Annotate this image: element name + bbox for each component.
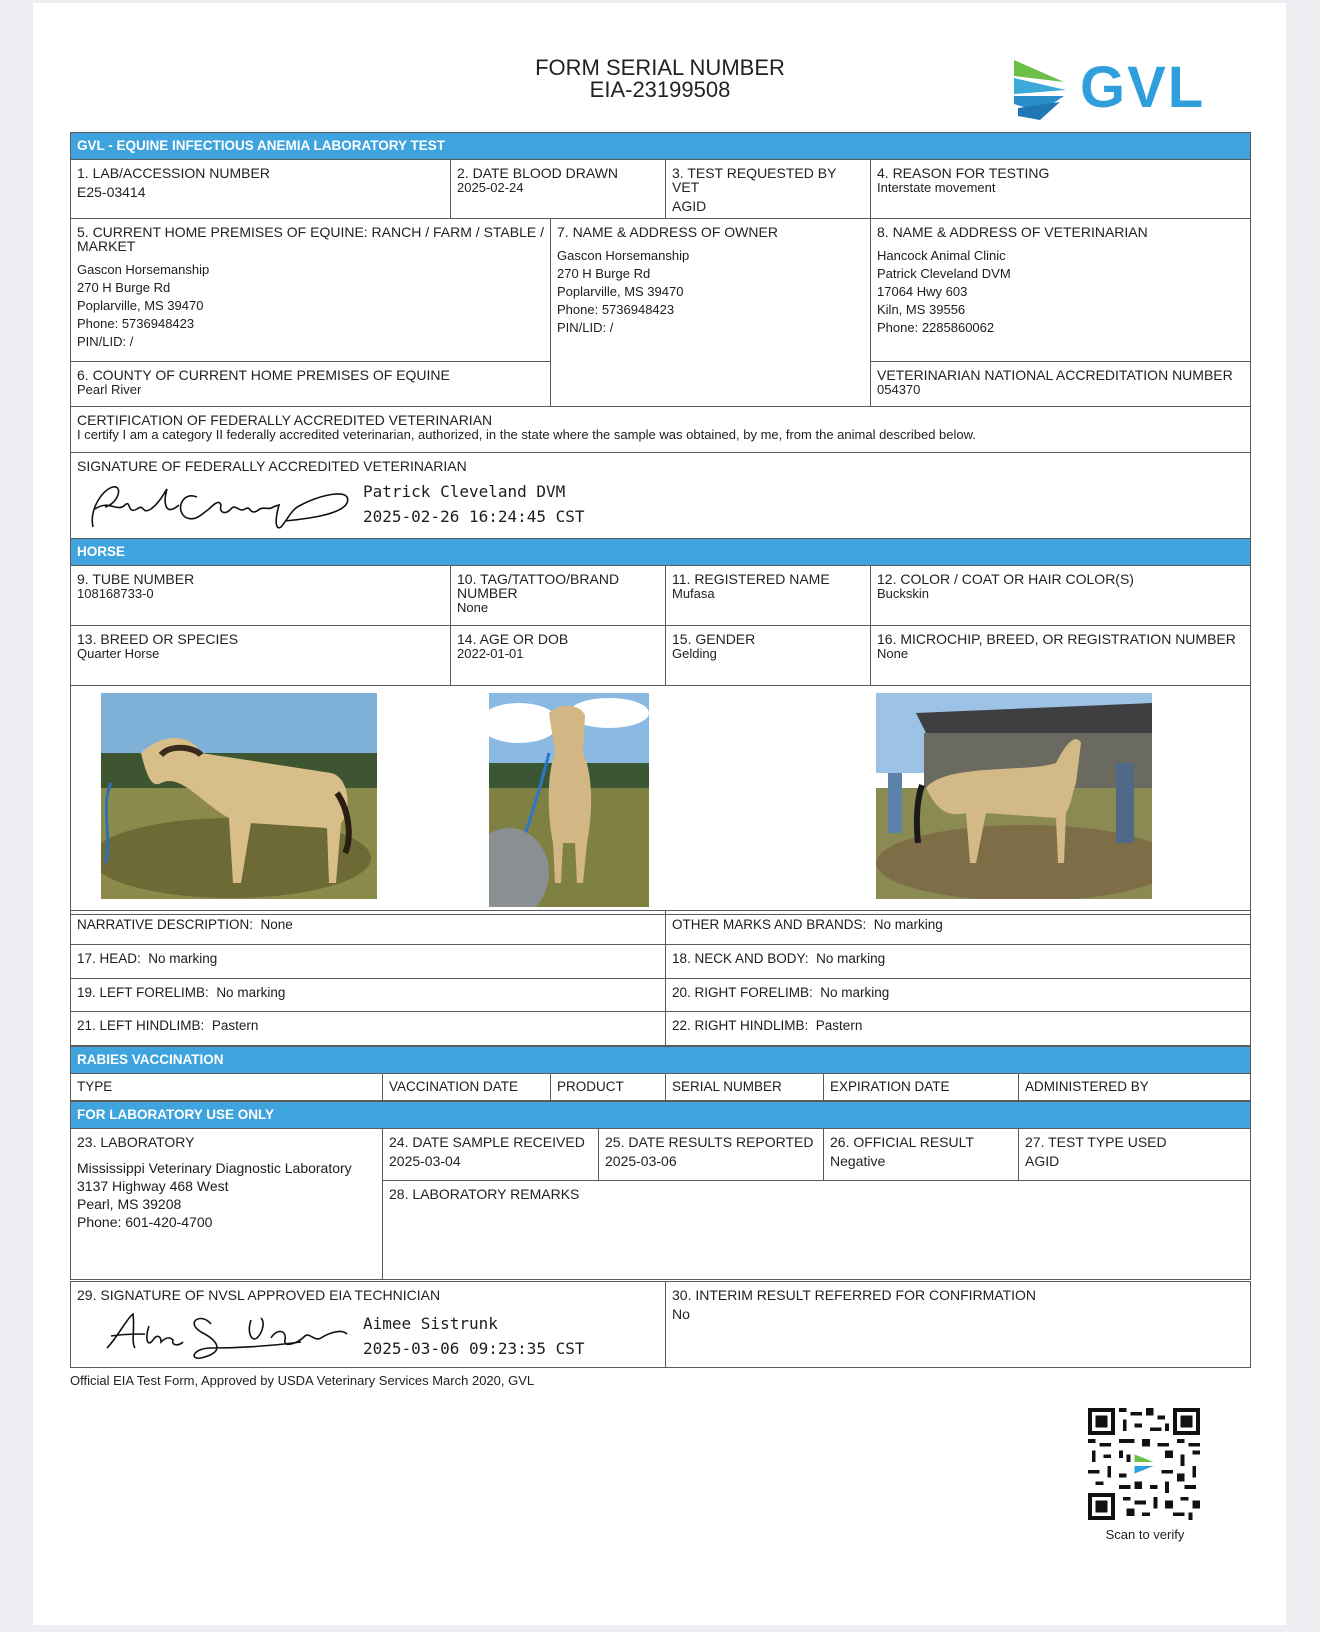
markings-table <box>70 910 1251 1046</box>
rabies-col-type: TYPE <box>71 1074 383 1101</box>
owner-address: Gascon Horsemanship 270 H Burge Rd Poplarville, MS 39470 Phone: 5736948423 PIN/LID: / <box>557 248 690 335</box>
section-band-lab: FOR LABORATORY USE ONLY <box>71 1102 1251 1129</box>
section-band-test: GVL - EQUINE INFECTIOUS ANEMIA LABORATORY TEST <box>71 133 1251 160</box>
rabies-col-product: PRODUCT <box>551 1074 666 1101</box>
neck-body-cell: 18. NECK AND BODY: No marking <box>666 945 1251 979</box>
head-cell: 17. HEAD: No marking <box>71 945 666 979</box>
footer-note: Official EIA Test Form, Approved by USDA Veterinary Services March 2020, GVL <box>70 1373 535 1388</box>
verification-qr-code[interactable] <box>1088 1408 1200 1520</box>
laboratory-cell: 23. LABORATORY Mississippi Veterinary Diagnostic Laboratory 3137 Highway 468 West Pearl, MS 39208 Phone: 601-420-4700 <box>71 1129 383 1280</box>
qr-label: Scan to verify <box>1105 1527 1185 1542</box>
tag-cell: 10. TAG/TATTOO/BRAND NUMBER None <box>451 566 666 626</box>
breed-cell: 13. BREED OR SPECIES Quarter Horse <box>71 626 451 686</box>
narrative-cell: NARRATIVE DESCRIPTION: None <box>71 911 666 945</box>
other-marks-value: No marking <box>873 917 943 932</box>
test-type-value: AGID <box>1025 1153 1060 1169</box>
lab-accession-cell: 1. LAB/ACCESSION NUMBER E25-03414 <box>71 160 451 219</box>
veterinarian-cell: 8. NAME & ADDRESS OF VETERINARIAN Hancock Animal Clinic Patrick Cleveland DVM 17064 Hwy 603 Kiln, MS 39556 Phone: 2285860062 <box>871 219 1251 362</box>
county-cell: 6. COUNTY OF CURRENT HOME PREMISES OF EQUINE Pearl River <box>71 362 551 407</box>
rabies-col-serial: SERIAL NUMBER <box>666 1074 824 1101</box>
reason-value: Interstate movement <box>877 180 996 195</box>
technician-signature-image <box>101 1308 351 1364</box>
microchip-cell: 16. MICROCHIP, BREED, OR REGISTRATION NUMBER None <box>871 626 1251 686</box>
test-type-cell: 27. TEST TYPE USED AGID <box>1019 1129 1251 1181</box>
section-band-rabies: RABIES VACCINATION <box>71 1047 1251 1074</box>
tube-cell: 9. TUBE NUMBER 108168733-0 <box>71 566 451 626</box>
form-serial-title: FORM SERIAL NUMBER <box>535 55 785 80</box>
head-value: No marking <box>148 951 218 966</box>
interim-value: No <box>672 1306 690 1322</box>
gvl-logo-text: GVL <box>1080 55 1206 120</box>
owner-cell: 7. NAME & ADDRESS OF OWNER Gascon Horsemanship 270 H Burge Rd Poplarville, MS 39470 Phone: 5736948423 PIN/LID: / <box>551 219 871 407</box>
technician-signature-cell: 29. SIGNATURE OF NVSL APPROVED EIA TECHNICIAN Aimee Sistrunk 2025-03-06 09:23:35 CST <box>71 1282 666 1368</box>
gender-value: Gelding <box>672 646 717 661</box>
received-cell: 24. DATE SAMPLE RECEIVED 2025-03-04 <box>383 1129 599 1181</box>
rabies-table <box>70 1046 1251 1101</box>
rabies-col-vaccination-date: VACCINATION DATE <box>383 1074 551 1101</box>
premises-cell: 5. CURRENT HOME PREMISES OF EQUINE: RANCH / FARM / STABLE / MARKET Gascon Horsemanship 270 H Burge Rd Poplarville, MS 39470 Phone: 5736948423 PIN/LID: / <box>71 219 551 362</box>
left-forelimb-cell: 19. LEFT FORELIMB: No marking <box>71 979 666 1012</box>
lab-table <box>70 1101 1251 1280</box>
test-requested-cell: 3. TEST REQUESTED BY VET AGID <box>666 160 871 219</box>
gvl-logo-icon <box>1010 56 1072 122</box>
laboratory-address: Mississippi Veterinary Diagnostic Laboratory 3137 Highway 468 West Pearl, MS 39208 Phone: 601-420-4700 <box>77 1160 352 1230</box>
horse-photo-side-right <box>876 693 1152 899</box>
tag-value: None <box>457 600 489 615</box>
right-forelimb-cell: 20. RIGHT FORELIMB: No marking <box>666 979 1251 1012</box>
technician-signature-text <box>363 1311 585 1361</box>
accreditation-cell: VETERINARIAN NATIONAL ACCREDITATION NUMBER 054370 <box>871 362 1251 407</box>
form-serial-header <box>470 57 850 101</box>
gvl-logo <box>1010 56 1240 126</box>
breed-value: Quarter Horse <box>77 646 160 661</box>
right-hindlimb-cell: 22. RIGHT HINDLIMB: Pastern <box>666 1012 1251 1046</box>
section-band-horse: HORSE <box>71 539 1251 566</box>
test-info-table <box>70 132 1251 915</box>
county-value: Pearl River <box>77 382 142 397</box>
vet-signature-timestamp: 2025-02-26 16:24:45 CST <box>363 507 585 526</box>
age-cell: 14. AGE OR DOB 2022-01-01 <box>451 626 666 686</box>
interim-cell: 30. INTERIM RESULT REFERRED FOR CONFIRMATION No <box>666 1282 1251 1368</box>
right-hindlimb-value: Pastern <box>815 1018 863 1033</box>
test-requested-value: AGID <box>672 198 707 214</box>
age-value: 2022-01-01 <box>457 646 524 661</box>
result-value: Negative <box>830 1153 886 1169</box>
horse-photos-cell <box>71 686 1251 915</box>
color-value: Buckskin <box>877 586 930 601</box>
horse-photo-front <box>489 693 649 907</box>
result-cell: 26. OFFICIAL RESULT Negative <box>824 1129 1019 1181</box>
premises-address: Gascon Horsemanship 270 H Burge Rd Poplarville, MS 39470 Phone: 5736948423 PIN/LID: / <box>77 262 210 349</box>
vet-signature-cell: SIGNATURE OF FEDERALLY ACCREDITED VETERINARIAN Patrick Cleveland DVM 2025-02-26 16:24:45 CST <box>71 453 1251 539</box>
technician-signature-name: Aimee Sistrunk <box>363 1314 498 1333</box>
rabies-col-expiration: EXPIRATION DATE <box>824 1074 1019 1101</box>
veterinarian-address: Hancock Animal Clinic Patrick Cleveland DVM 17064 Hwy 603 Kiln, MS 39556 Phone: 2285860062 <box>877 248 1011 335</box>
reported-cell: 25. DATE RESULTS REPORTED 2025-03-06 <box>599 1129 824 1181</box>
date-drawn-cell: 2. DATE BLOOD DRAWN 2025-02-24 <box>451 160 666 219</box>
certification-text: I certify I am a category II federally accredited veterinarian, authorized, in the state where the sample was obtained, by me, from the animal described below. <box>77 427 976 442</box>
tube-value: 108168733-0 <box>77 586 154 601</box>
accreditation-value: 054370 <box>877 382 921 397</box>
registered-name-cell: 11. REGISTERED NAME Mufasa <box>666 566 871 626</box>
rabies-col-administered: ADMINISTERED BY <box>1019 1074 1251 1101</box>
vet-signature-text <box>363 479 585 529</box>
left-hindlimb-value: Pastern <box>211 1018 259 1033</box>
right-forelimb-value: No marking <box>820 985 890 1000</box>
microchip-value: None <box>877 646 909 661</box>
left-hindlimb-cell: 21. LEFT HINDLIMB: Pastern <box>71 1012 666 1046</box>
color-cell: 12. COLOR / COAT OR HAIR COLOR(S) Buckskin <box>871 566 1251 626</box>
lab-accession-value: E25-03414 <box>77 184 146 200</box>
registered-name-value: Mufasa <box>672 586 715 601</box>
date-drawn-value: 2025-02-24 <box>457 180 524 195</box>
vet-signature-name: Patrick Cleveland DVM <box>363 482 566 501</box>
gender-cell: 15. GENDER Gelding <box>666 626 871 686</box>
technician-table <box>70 1281 1251 1368</box>
received-value: 2025-03-04 <box>389 1153 461 1169</box>
technician-signature-timestamp: 2025-03-06 09:23:35 CST <box>363 1339 585 1358</box>
certification-cell: CERTIFICATION OF FEDERALLY ACCREDITED VETERINARIAN I certify I am a category II federally accredited veterinarian, authorized, in the state where the sample was obtained, by me, from the animal described below. <box>71 407 1251 453</box>
neck-body-value: No marking <box>816 951 886 966</box>
left-forelimb-value: No marking <box>216 985 286 1000</box>
reported-value: 2025-03-06 <box>605 1153 677 1169</box>
vet-signature-image <box>79 469 359 535</box>
remarks-cell: 28. LABORATORY REMARKS <box>383 1181 1251 1280</box>
reason-cell: 4. REASON FOR TESTING Interstate movement <box>871 160 1251 219</box>
narrative-value: None <box>260 917 293 932</box>
horse-photo-side-left <box>101 693 377 899</box>
form-serial-number: EIA-23199508 <box>589 77 731 102</box>
other-marks-cell: OTHER MARKS AND BRANDS: No marking <box>666 911 1251 945</box>
